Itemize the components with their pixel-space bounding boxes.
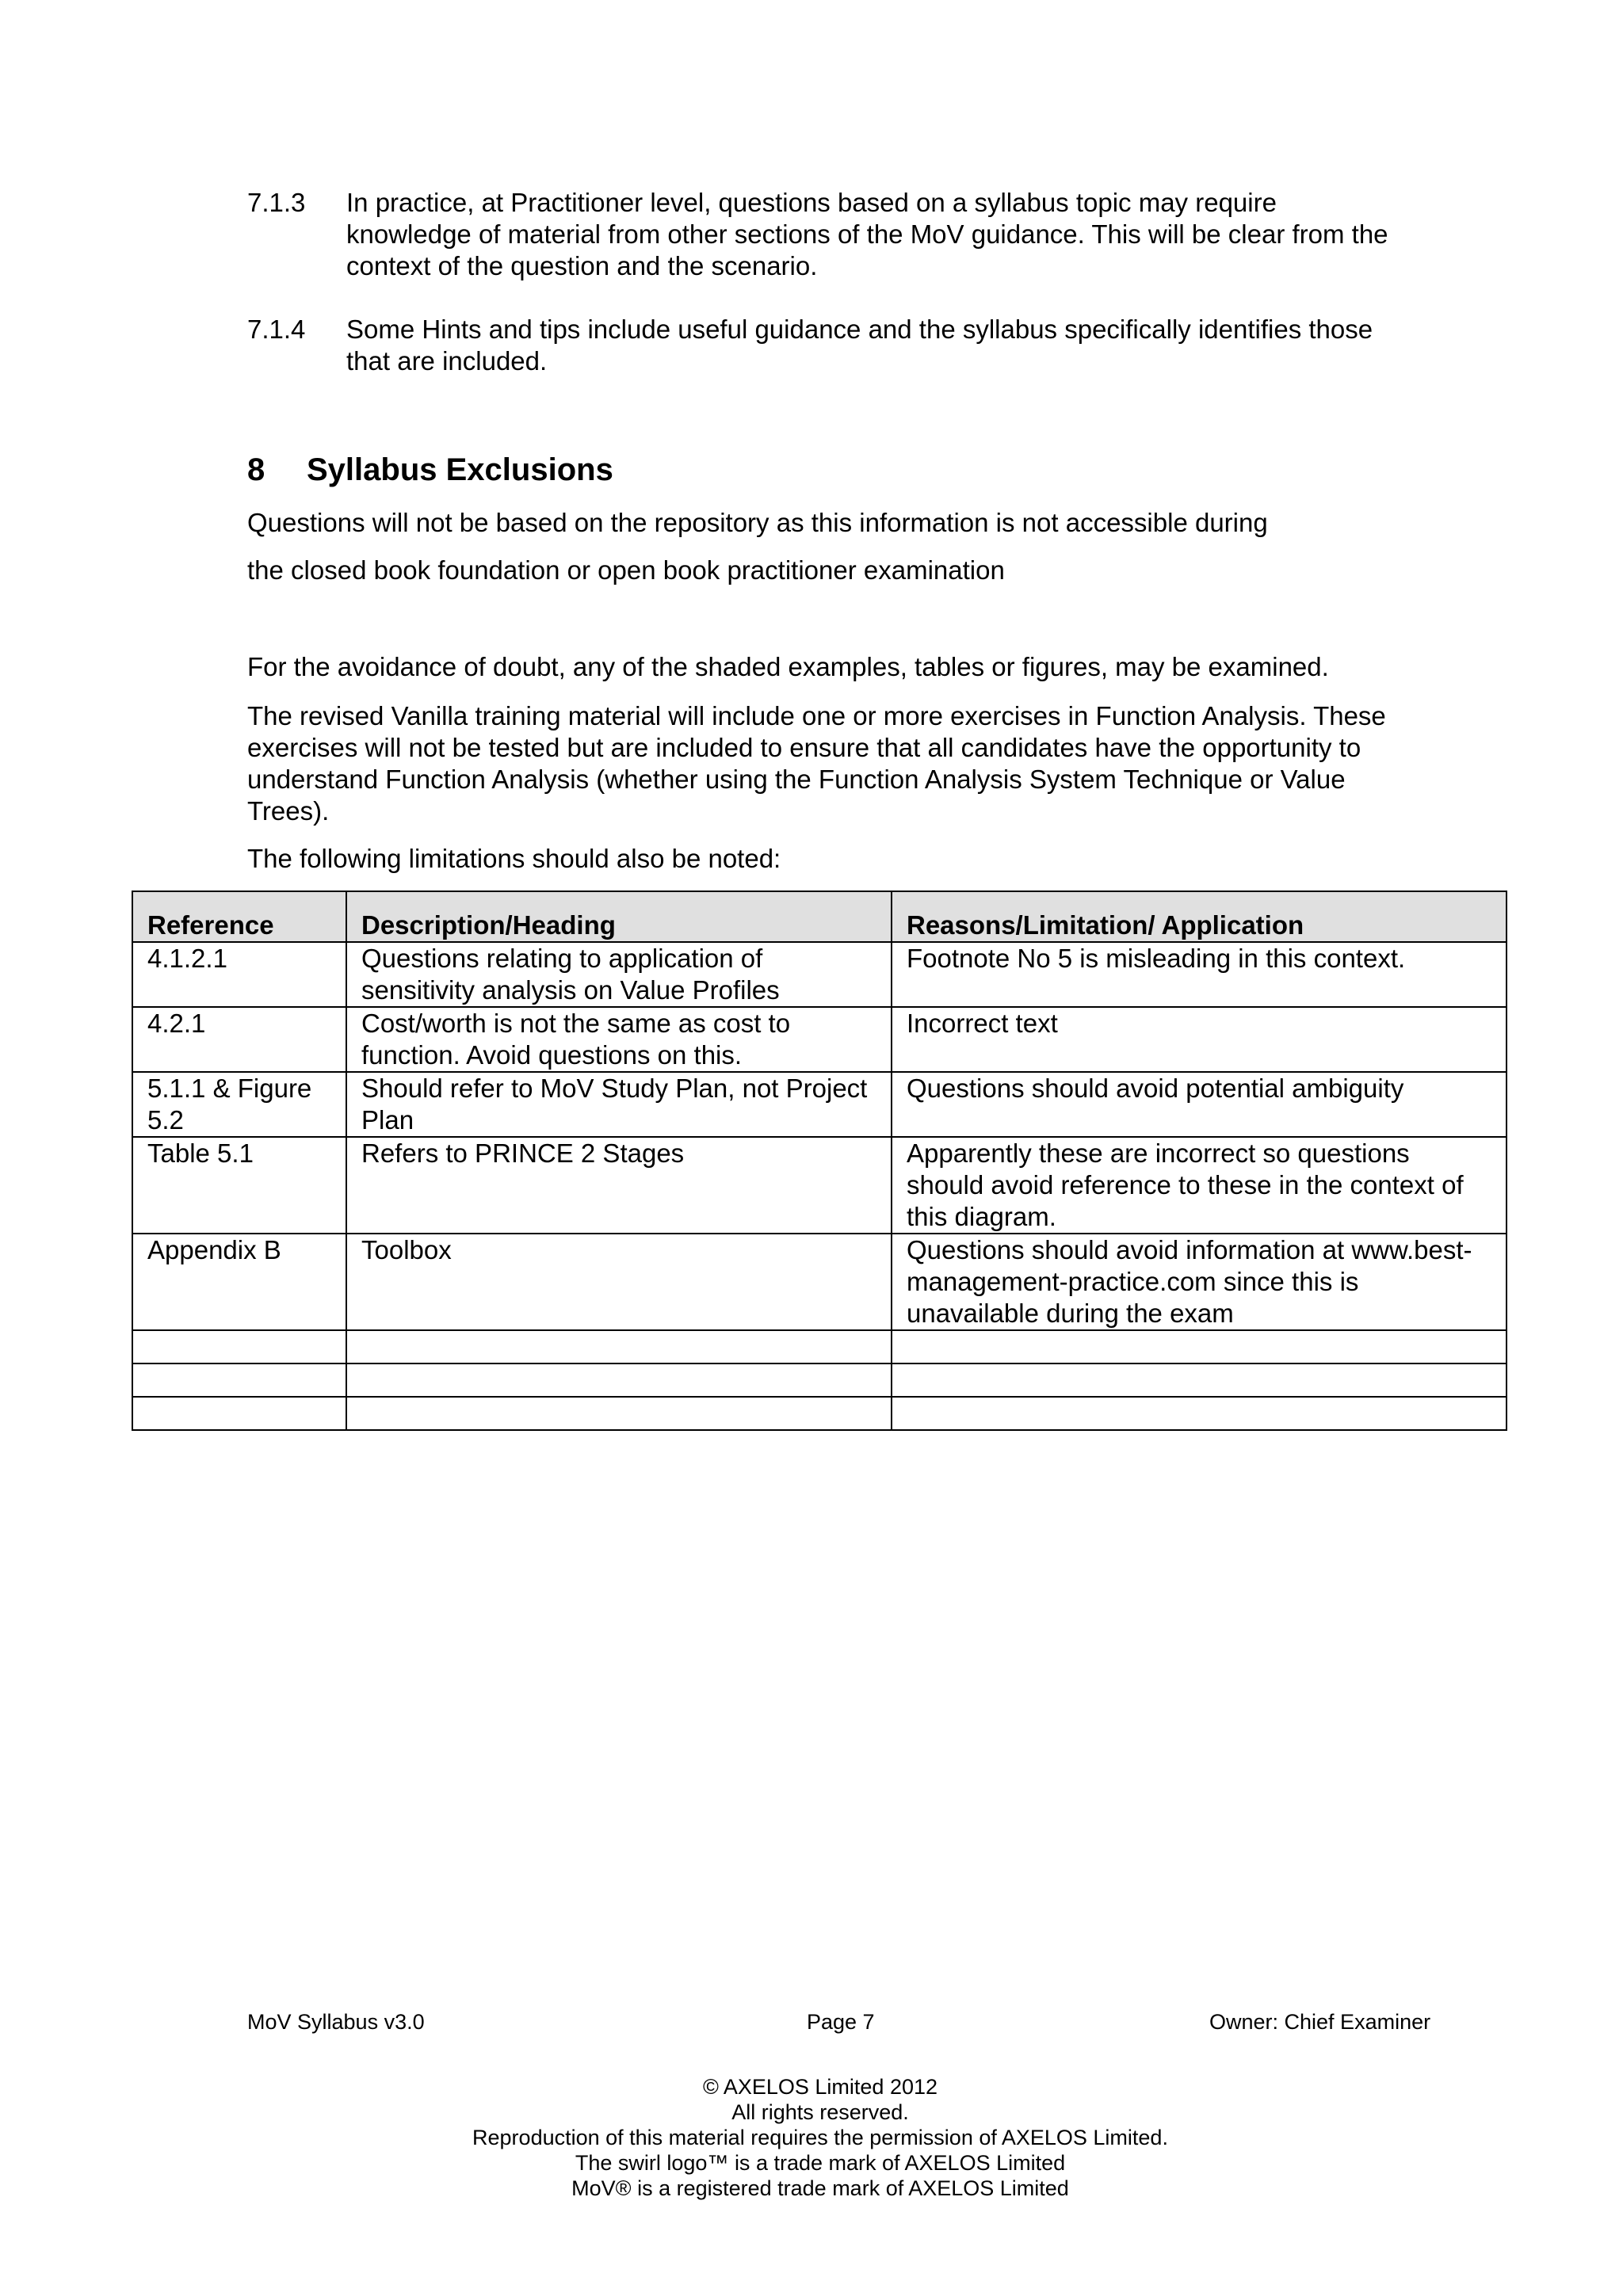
table-cell: Footnote No 5 is misleading in this context. <box>892 942 1507 1007</box>
table-row <box>132 1234 1507 1330</box>
column-header-description: Description/Heading <box>346 891 892 942</box>
table-row-empty <box>132 1397 1507 1430</box>
clause-number: 7.1.3 <box>247 188 306 217</box>
table-row-empty <box>132 1363 1507 1397</box>
copyright-line: All rights reserved. <box>731 2100 909 2124</box>
clause-7-1-4 <box>247 314 1388 377</box>
table-cell-empty <box>346 1330 892 1363</box>
table-row-empty <box>132 1330 1507 1363</box>
clause-text: Some Hints and tips include useful guidance and the syllabus specifically identifies those that are included. <box>346 315 1373 376</box>
table-cell: 4.2.1 <box>132 1007 346 1072</box>
section-title: Syllabus Exclusions <box>307 452 613 487</box>
table-cell-empty <box>346 1397 892 1430</box>
table-cell-empty <box>132 1330 346 1363</box>
table-cell-empty <box>892 1330 1507 1363</box>
copyright-line: MoV® is a registered trade mark of AXELOS Limited <box>571 2176 1069 2200</box>
footer-owner: Owner: Chief Examiner <box>1209 2010 1431 2034</box>
table-cell: Questions should avoid information at www.best-management-practice.com since this is unavailable during the exam <box>892 1234 1507 1330</box>
table-row <box>132 1137 1507 1234</box>
copyright-notice <box>0 2074 1623 2201</box>
paragraph-avoidance-of-doubt: For the avoidance of doubt, any of the shaded examples, tables or figures, may be examined. <box>247 652 1329 681</box>
table-header-row <box>132 891 1507 942</box>
table-cell: Appendix B <box>132 1234 346 1330</box>
table-cell: Refers to PRINCE 2 Stages <box>346 1137 892 1234</box>
table-cell: Apparently these are incorrect so questions should avoid reference to these in the context of this diagram. <box>892 1137 1507 1234</box>
table-cell: Table 5.1 <box>132 1137 346 1234</box>
table-cell: Questions relating to application of sensitivity analysis on Value Profiles <box>346 942 892 1007</box>
paragraph-vanilla-training: The revised Vanilla training material will include one or more exercises in Function Analysis. These exercises will not be tested but are included to ensure that all candidates have the opportunity to understand Function Analysis (whether using the Function Analysis System Technique or Value Trees). <box>247 701 1386 826</box>
table-cell: 4.1.2.1 <box>132 942 346 1007</box>
copyright-line: © AXELOS Limited 2012 <box>702 2075 938 2099</box>
clause-7-1-3 <box>247 187 1388 282</box>
clause-number: 7.1.4 <box>247 315 306 344</box>
table-row <box>132 1007 1507 1072</box>
section-number: 8 <box>247 452 265 487</box>
copyright-line: Reproduction of this material requires the permission of AXELOS Limited. <box>472 2126 1168 2149</box>
table-row <box>132 942 1507 1007</box>
table-row <box>132 1072 1507 1137</box>
table-cell: Toolbox <box>346 1234 892 1330</box>
table-cell: Incorrect text <box>892 1007 1507 1072</box>
table-cell-empty <box>892 1363 1507 1397</box>
table-cell: Cost/worth is not the same as cost to function. Avoid questions on this. <box>346 1007 892 1072</box>
footer-page-number: Page 7 <box>807 2010 875 2034</box>
table-cell-empty <box>132 1397 346 1430</box>
paragraph-repository-line-1: Questions will not be based on the repository as this information is not accessible during <box>247 508 1268 537</box>
table-cell-empty <box>892 1397 1507 1430</box>
clause-text: In practice, at Practitioner level, questions based on a syllabus topic may require knowledge of material from other sections of the MoV guidance. This will be clear from the context of the question and the scenario. <box>346 188 1388 280</box>
table-cell: 5.1.1 & Figure 5.2 <box>132 1072 346 1137</box>
column-header-reference: Reference <box>132 891 346 942</box>
table-cell: Should refer to MoV Study Plan, not Project Plan <box>346 1072 892 1137</box>
paragraph-limitations-intro: The following limitations should also be noted: <box>247 844 781 873</box>
paragraph-repository-line-2: the closed book foundation or open book practitioner examination <box>247 555 1005 585</box>
table-cell-empty <box>132 1363 346 1397</box>
table-cell: Questions should avoid potential ambiguity <box>892 1072 1507 1137</box>
footer-document-version: MoV Syllabus v3.0 <box>247 2010 425 2034</box>
limitations-table <box>132 891 1507 1431</box>
table-cell-empty <box>346 1363 892 1397</box>
column-header-reasons: Reasons/Limitation/ Application <box>892 891 1507 942</box>
copyright-line: The swirl logo™ is a trade mark of AXELOS Limited <box>575 2151 1066 2175</box>
section-heading <box>247 450 613 490</box>
